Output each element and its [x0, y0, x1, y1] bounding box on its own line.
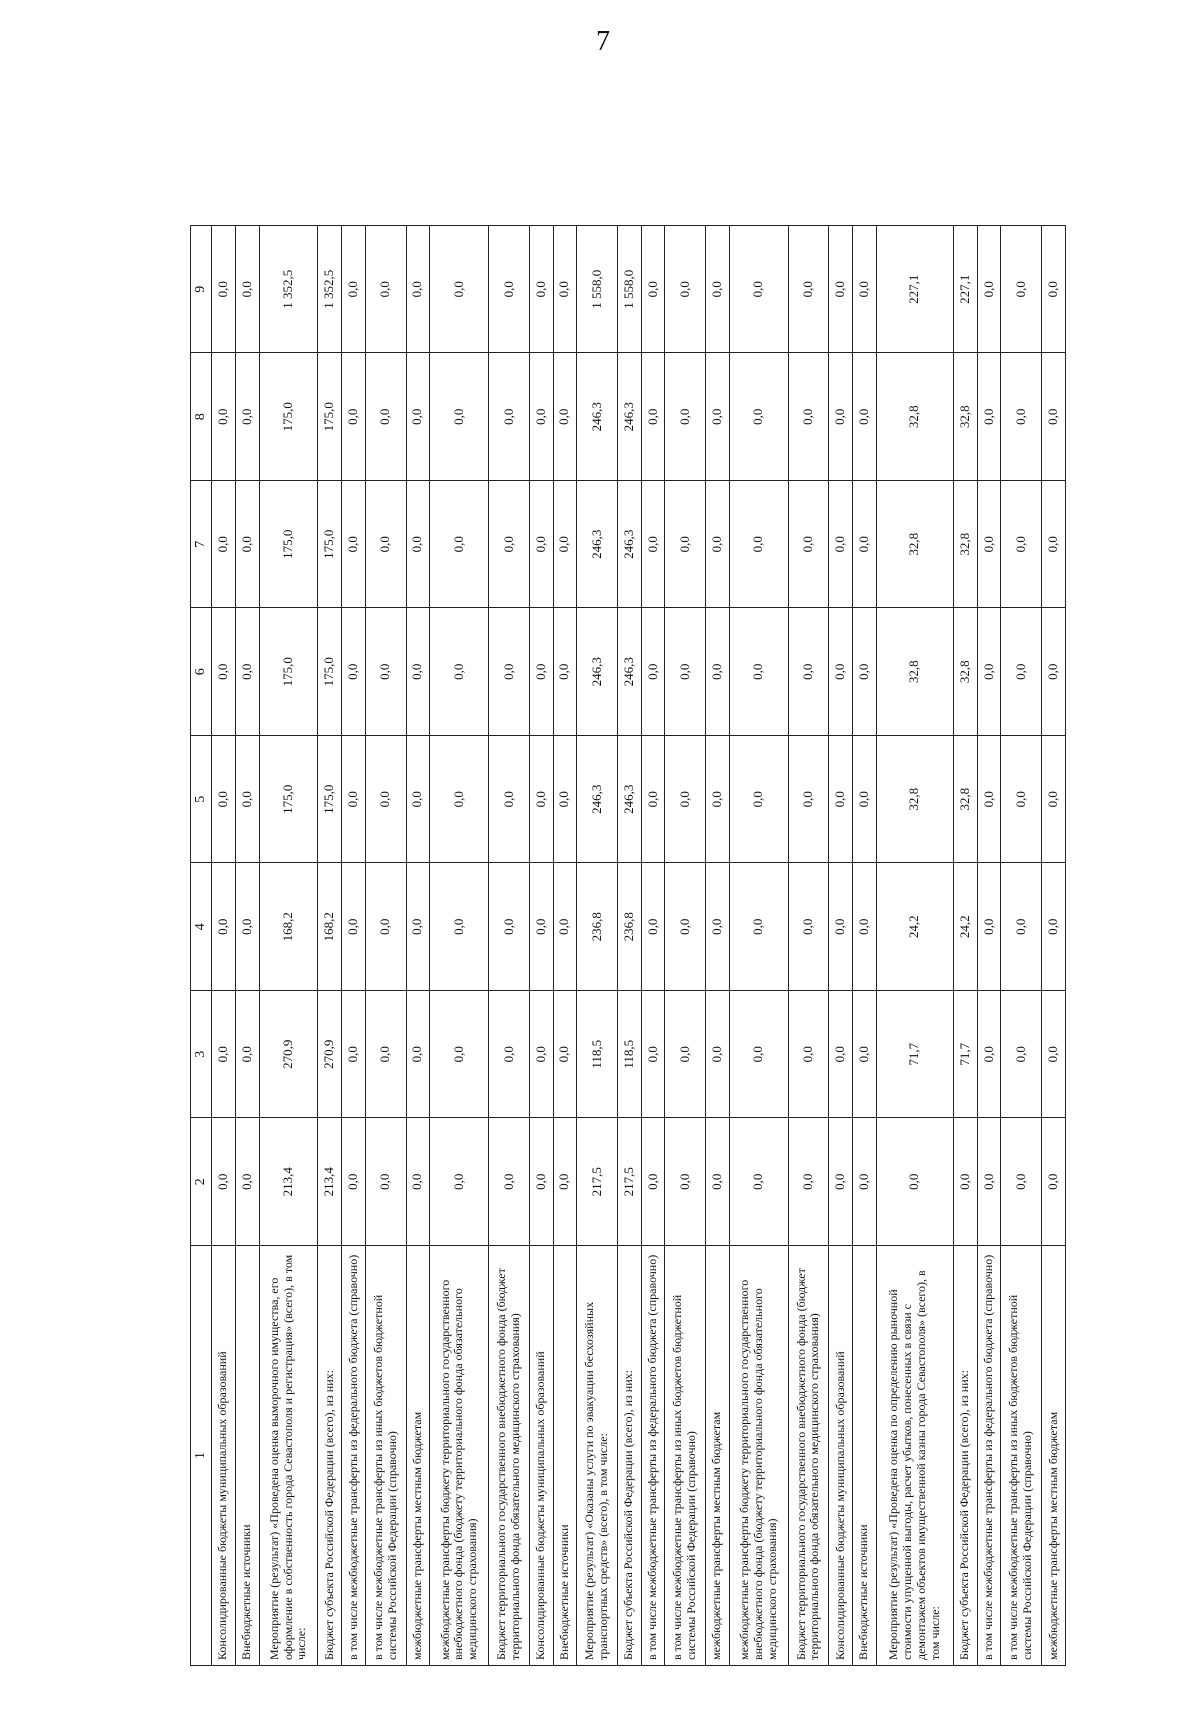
value-cell: 0,0	[430, 1118, 489, 1246]
value-cell: 32,8	[876, 608, 953, 736]
value-cell: 0,0	[430, 863, 489, 991]
value-cell: 71,7	[953, 991, 977, 1119]
value-cell: 0,0	[1001, 481, 1042, 609]
row-label: в том числе межбюджетные трансферты из федерального бюджета (справочно)	[977, 1246, 1001, 1666]
value-cell: 168,2	[259, 863, 318, 991]
value-cell: 0,0	[1042, 991, 1066, 1119]
value-cell: 0,0	[665, 353, 706, 481]
value-cell: 0,0	[1042, 481, 1066, 609]
value-cell: 0,0	[788, 991, 829, 1119]
value-cell: 0,0	[1042, 353, 1066, 481]
row-label: межбюджетные трансферты бюджету территориального государственного внебюджетного фонда (бюджету территориального фонда обязательного медицинского страхования)	[729, 1246, 788, 1666]
row-label: Бюджет субъекта Российской Федерации (всего), из них:	[617, 1246, 641, 1666]
table-row	[829, 226, 853, 1666]
value-cell: 246,3	[577, 736, 618, 864]
value-cell: 0,0	[489, 736, 530, 864]
row-label: Бюджет субъекта Российской Федерации (всего), из них:	[953, 1246, 977, 1666]
value-cell: 0,0	[235, 1118, 259, 1246]
value-cell: 0,0	[829, 481, 853, 609]
row-label: Бюджет субъекта Российской Федерации (всего), из них:	[318, 1246, 342, 1666]
value-cell: 0,0	[665, 226, 706, 354]
value-cell: 1 558,0	[577, 226, 618, 354]
value-cell: 0,0	[706, 991, 730, 1119]
row-label: межбюджетные трансферты местным бюджетам	[706, 1246, 730, 1666]
value-cell: 0,0	[641, 226, 665, 354]
value-cell: 246,3	[577, 481, 618, 609]
value-cell: 1 352,5	[318, 226, 342, 354]
value-cell: 0,0	[342, 736, 366, 864]
value-cell: 0,0	[212, 226, 236, 354]
value-cell: 0,0	[212, 608, 236, 736]
value-cell: 0,0	[553, 1118, 577, 1246]
value-cell: 0,0	[706, 353, 730, 481]
value-cell: 0,0	[1001, 353, 1042, 481]
value-cell: 0,0	[430, 991, 489, 1119]
value-cell: 0,0	[852, 608, 876, 736]
value-cell: 0,0	[529, 1118, 553, 1246]
value-cell: 0,0	[365, 353, 406, 481]
value-cell: 0,0	[529, 353, 553, 481]
value-cell: 32,8	[953, 353, 977, 481]
value-cell: 0,0	[553, 991, 577, 1119]
value-cell: 0,0	[342, 608, 366, 736]
table-row	[318, 226, 342, 1666]
value-cell: 0,0	[1001, 1118, 1042, 1246]
value-cell: 175,0	[318, 481, 342, 609]
value-cell: 0,0	[235, 226, 259, 354]
page-number: 7	[596, 26, 610, 57]
value-cell: 0,0	[788, 353, 829, 481]
value-cell: 32,8	[953, 481, 977, 609]
value-cell: 0,0	[1042, 1118, 1066, 1246]
table-row	[953, 226, 977, 1666]
value-cell: 0,0	[953, 1118, 977, 1246]
value-cell: 0,0	[829, 863, 853, 991]
column-number-header: 8	[191, 353, 212, 481]
value-cell: 0,0	[553, 608, 577, 736]
value-cell: 0,0	[342, 1118, 366, 1246]
value-cell: 0,0	[212, 736, 236, 864]
value-cell: 0,0	[729, 353, 788, 481]
value-cell: 0,0	[529, 226, 553, 354]
table-row	[577, 226, 618, 1666]
value-cell: 0,0	[788, 226, 829, 354]
row-label: Внебюджетные источники	[235, 1246, 259, 1666]
value-cell: 0,0	[406, 226, 430, 354]
value-cell: 0,0	[365, 991, 406, 1119]
value-cell: 0,0	[977, 1118, 1001, 1246]
value-cell: 0,0	[430, 226, 489, 354]
value-cell: 0,0	[852, 353, 876, 481]
table-row	[430, 226, 489, 1666]
value-cell: 217,5	[577, 1118, 618, 1246]
value-cell: 0,0	[406, 353, 430, 481]
value-cell: 0,0	[641, 863, 665, 991]
table-row	[212, 226, 236, 1666]
row-label: Консолидированные бюджеты муниципальных образований	[212, 1246, 236, 1666]
value-cell: 0,0	[729, 991, 788, 1119]
value-cell: 0,0	[489, 991, 530, 1119]
table-row	[665, 226, 706, 1666]
row-label: Консолидированные бюджеты муниципальных образований	[529, 1246, 553, 1666]
rotated-table-container	[190, 226, 1066, 1666]
value-cell: 175,0	[259, 736, 318, 864]
value-cell: 0,0	[788, 863, 829, 991]
value-cell: 0,0	[852, 481, 876, 609]
value-cell: 0,0	[1001, 863, 1042, 991]
value-cell: 0,0	[365, 863, 406, 991]
value-cell: 0,0	[235, 608, 259, 736]
value-cell: 0,0	[1042, 736, 1066, 864]
value-cell: 0,0	[788, 608, 829, 736]
row-label: в том числе межбюджетные трансферты из иных бюджетов бюджетной системы Российской Федерации (справочно)	[665, 1246, 706, 1666]
value-cell: 0,0	[876, 1118, 953, 1246]
row-label: Внебюджетные источники	[553, 1246, 577, 1666]
value-cell: 175,0	[259, 608, 318, 736]
value-cell: 0,0	[641, 353, 665, 481]
value-cell: 32,8	[876, 353, 953, 481]
value-cell: 0,0	[729, 608, 788, 736]
value-cell: 0,0	[342, 863, 366, 991]
value-cell: 1 352,5	[259, 226, 318, 354]
table-row	[553, 226, 577, 1666]
value-cell: 0,0	[212, 991, 236, 1119]
value-cell: 0,0	[235, 863, 259, 991]
value-cell: 0,0	[852, 736, 876, 864]
value-cell: 0,0	[729, 481, 788, 609]
value-cell: 0,0	[212, 1118, 236, 1246]
value-cell: 0,0	[641, 1118, 665, 1246]
value-cell: 0,0	[529, 736, 553, 864]
row-label: Консолидированные бюджеты муниципальных образований	[829, 1246, 853, 1666]
value-cell: 270,9	[259, 991, 318, 1119]
table-row	[406, 226, 430, 1666]
value-cell: 168,2	[318, 863, 342, 991]
value-cell: 0,0	[788, 481, 829, 609]
value-cell: 24,2	[876, 863, 953, 991]
value-cell: 0,0	[641, 991, 665, 1119]
value-cell: 1 558,0	[617, 226, 641, 354]
value-cell: 0,0	[553, 353, 577, 481]
column-number-header: 3	[191, 991, 212, 1119]
value-cell: 0,0	[1001, 226, 1042, 354]
value-cell: 0,0	[977, 353, 1001, 481]
table-row	[1042, 226, 1066, 1666]
value-cell: 0,0	[342, 226, 366, 354]
value-cell: 175,0	[318, 353, 342, 481]
column-number-header: 4	[191, 863, 212, 991]
value-cell: 0,0	[365, 481, 406, 609]
value-cell: 0,0	[1001, 608, 1042, 736]
table-row	[489, 226, 530, 1666]
value-cell: 0,0	[829, 608, 853, 736]
table-body	[212, 226, 1066, 1666]
value-cell: 71,7	[876, 991, 953, 1119]
value-cell: 0,0	[977, 736, 1001, 864]
value-cell: 0,0	[829, 991, 853, 1119]
value-cell: 0,0	[489, 1118, 530, 1246]
value-cell: 0,0	[235, 991, 259, 1119]
value-cell: 0,0	[365, 226, 406, 354]
value-cell: 118,5	[617, 991, 641, 1119]
column-number-header: 2	[191, 1118, 212, 1246]
column-number-header: 6	[191, 608, 212, 736]
value-cell: 0,0	[529, 863, 553, 991]
value-cell: 0,0	[406, 1118, 430, 1246]
row-label: Мероприятие (результат) «Проведена оценка по определению рыночной стоимости упущенной выгоды, расчет убытков, понесенных в связи с демонтажем объектов имущественной казны города Севастополя» (всего), в том числе:	[876, 1246, 953, 1666]
value-cell: 0,0	[977, 991, 1001, 1119]
value-cell: 0,0	[829, 1118, 853, 1246]
budget-table	[190, 225, 1066, 1666]
row-label: в том числе межбюджетные трансферты из федерального бюджета (справочно)	[342, 1246, 366, 1666]
value-cell: 0,0	[706, 481, 730, 609]
value-cell: 0,0	[489, 608, 530, 736]
value-cell: 0,0	[406, 481, 430, 609]
value-cell: 0,0	[489, 481, 530, 609]
value-cell: 0,0	[212, 353, 236, 481]
value-cell: 0,0	[852, 226, 876, 354]
value-cell: 0,0	[706, 863, 730, 991]
value-cell: 236,8	[617, 863, 641, 991]
value-cell: 24,2	[953, 863, 977, 991]
value-cell: 0,0	[235, 736, 259, 864]
value-cell: 118,5	[577, 991, 618, 1119]
value-cell: 0,0	[365, 608, 406, 736]
value-cell: 246,3	[617, 481, 641, 609]
table-row	[365, 226, 406, 1666]
value-cell: 32,8	[953, 608, 977, 736]
value-cell: 0,0	[529, 481, 553, 609]
row-label: Бюджет территориального государственного внебюджетного фонда (бюджет территориального фонда обязательного медицинского страхования)	[788, 1246, 829, 1666]
value-cell: 0,0	[406, 608, 430, 736]
row-label: Мероприятие (результат) «Проведена оценка выморочного имущества, его оформление в собственность города Севастополя и регистрация» (всего), в том числе:	[259, 1246, 318, 1666]
value-cell: 32,8	[876, 736, 953, 864]
table-row	[852, 226, 876, 1666]
value-cell: 236,8	[577, 863, 618, 991]
value-cell: 0,0	[852, 863, 876, 991]
value-cell: 0,0	[430, 353, 489, 481]
row-label: в том числе межбюджетные трансферты из федерального бюджета (справочно)	[641, 1246, 665, 1666]
value-cell: 0,0	[665, 1118, 706, 1246]
table-row	[259, 226, 318, 1666]
value-cell: 0,0	[235, 353, 259, 481]
value-cell: 0,0	[729, 863, 788, 991]
value-cell: 0,0	[1001, 991, 1042, 1119]
value-cell: 32,8	[953, 736, 977, 864]
row-label: в том числе межбюджетные трансферты из иных бюджетов бюджетной системы Российской Федерации (справочно)	[365, 1246, 406, 1666]
value-cell: 0,0	[829, 353, 853, 481]
row-label: межбюджетные трансферты местным бюджетам	[1042, 1246, 1066, 1666]
value-cell: 270,9	[318, 991, 342, 1119]
table-row	[617, 226, 641, 1666]
value-cell: 0,0	[852, 991, 876, 1119]
value-cell: 246,3	[617, 736, 641, 864]
value-cell: 0,0	[406, 991, 430, 1119]
value-cell: 0,0	[977, 863, 1001, 991]
value-cell: 213,4	[259, 1118, 318, 1246]
column-number-header: 1	[191, 1246, 212, 1666]
table-row	[529, 226, 553, 1666]
value-cell: 0,0	[788, 1118, 829, 1246]
table-row	[788, 226, 829, 1666]
value-cell: 0,0	[706, 608, 730, 736]
value-cell: 0,0	[829, 226, 853, 354]
value-cell: 0,0	[706, 226, 730, 354]
table-row	[1001, 226, 1042, 1666]
table-row	[729, 226, 788, 1666]
value-cell: 0,0	[641, 481, 665, 609]
value-cell: 213,4	[318, 1118, 342, 1246]
value-cell: 0,0	[729, 1118, 788, 1246]
value-cell: 0,0	[977, 608, 1001, 736]
table-row	[235, 226, 259, 1666]
value-cell: 0,0	[489, 226, 530, 354]
value-cell: 0,0	[977, 481, 1001, 609]
table-row	[342, 226, 366, 1666]
value-cell: 0,0	[212, 481, 236, 609]
value-cell: 217,5	[617, 1118, 641, 1246]
value-cell: 246,3	[577, 353, 618, 481]
value-cell: 0,0	[665, 736, 706, 864]
value-cell: 0,0	[529, 991, 553, 1119]
value-cell: 0,0	[553, 481, 577, 609]
value-cell: 246,3	[617, 608, 641, 736]
row-label: межбюджетные трансферты бюджету территориального государственного внебюджетного фонда (бюджету территориального фонда обязательного медицинского страхования)	[430, 1246, 489, 1666]
table-row	[706, 226, 730, 1666]
value-cell: 0,0	[489, 353, 530, 481]
value-cell: 0,0	[665, 608, 706, 736]
value-cell: 0,0	[641, 608, 665, 736]
row-label: в том числе межбюджетные трансферты из иных бюджетов бюджетной системы Российской Федерации (справочно)	[1001, 1246, 1042, 1666]
value-cell: 227,1	[876, 226, 953, 354]
value-cell: 0,0	[430, 481, 489, 609]
value-cell: 227,1	[953, 226, 977, 354]
value-cell: 0,0	[365, 1118, 406, 1246]
value-cell: 0,0	[406, 736, 430, 864]
value-cell: 0,0	[665, 863, 706, 991]
row-label: межбюджетные трансферты местным бюджетам	[406, 1246, 430, 1666]
value-cell: 0,0	[788, 736, 829, 864]
column-number-header: 9	[191, 226, 212, 354]
value-cell: 0,0	[665, 481, 706, 609]
column-number-header: 7	[191, 481, 212, 609]
value-cell: 0,0	[342, 353, 366, 481]
value-cell: 0,0	[1042, 608, 1066, 736]
value-cell: 0,0	[553, 736, 577, 864]
value-cell: 0,0	[1001, 736, 1042, 864]
row-label: Внебюджетные источники	[852, 1246, 876, 1666]
value-cell: 32,8	[876, 481, 953, 609]
value-cell: 175,0	[259, 481, 318, 609]
value-cell: 0,0	[852, 1118, 876, 1246]
value-cell: 0,0	[729, 226, 788, 354]
column-number-row	[191, 226, 212, 1666]
value-cell: 0,0	[342, 991, 366, 1119]
value-cell: 0,0	[430, 608, 489, 736]
value-cell: 0,0	[553, 863, 577, 991]
value-cell: 246,3	[617, 353, 641, 481]
value-cell: 0,0	[1042, 863, 1066, 991]
value-cell: 0,0	[1042, 226, 1066, 354]
value-cell: 0,0	[641, 736, 665, 864]
value-cell: 0,0	[729, 736, 788, 864]
table-row	[641, 226, 665, 1666]
value-cell: 0,0	[665, 991, 706, 1119]
value-cell: 0,0	[553, 226, 577, 354]
value-cell: 0,0	[706, 1118, 730, 1246]
table-row	[977, 226, 1001, 1666]
value-cell: 175,0	[318, 608, 342, 736]
row-label: Бюджет территориального государственного внебюджетного фонда (бюджет территориального фонда обязательного медицинского страхования)	[489, 1246, 530, 1666]
value-cell: 246,3	[577, 608, 618, 736]
row-label: Мероприятие (результат) «Оказаны услуги по эвакуации бесхозяйных транспортных средств» (всего), в том числе:	[577, 1246, 618, 1666]
value-cell: 0,0	[342, 481, 366, 609]
value-cell: 0,0	[235, 481, 259, 609]
value-cell: 0,0	[365, 736, 406, 864]
value-cell: 0,0	[489, 863, 530, 991]
value-cell: 175,0	[259, 353, 318, 481]
value-cell: 0,0	[706, 736, 730, 864]
value-cell: 0,0	[406, 863, 430, 991]
column-number-header: 5	[191, 736, 212, 864]
value-cell: 0,0	[430, 736, 489, 864]
value-cell: 0,0	[829, 736, 853, 864]
value-cell: 0,0	[529, 608, 553, 736]
value-cell: 0,0	[977, 226, 1001, 354]
table-row	[876, 226, 953, 1666]
value-cell: 175,0	[318, 736, 342, 864]
value-cell: 0,0	[212, 863, 236, 991]
